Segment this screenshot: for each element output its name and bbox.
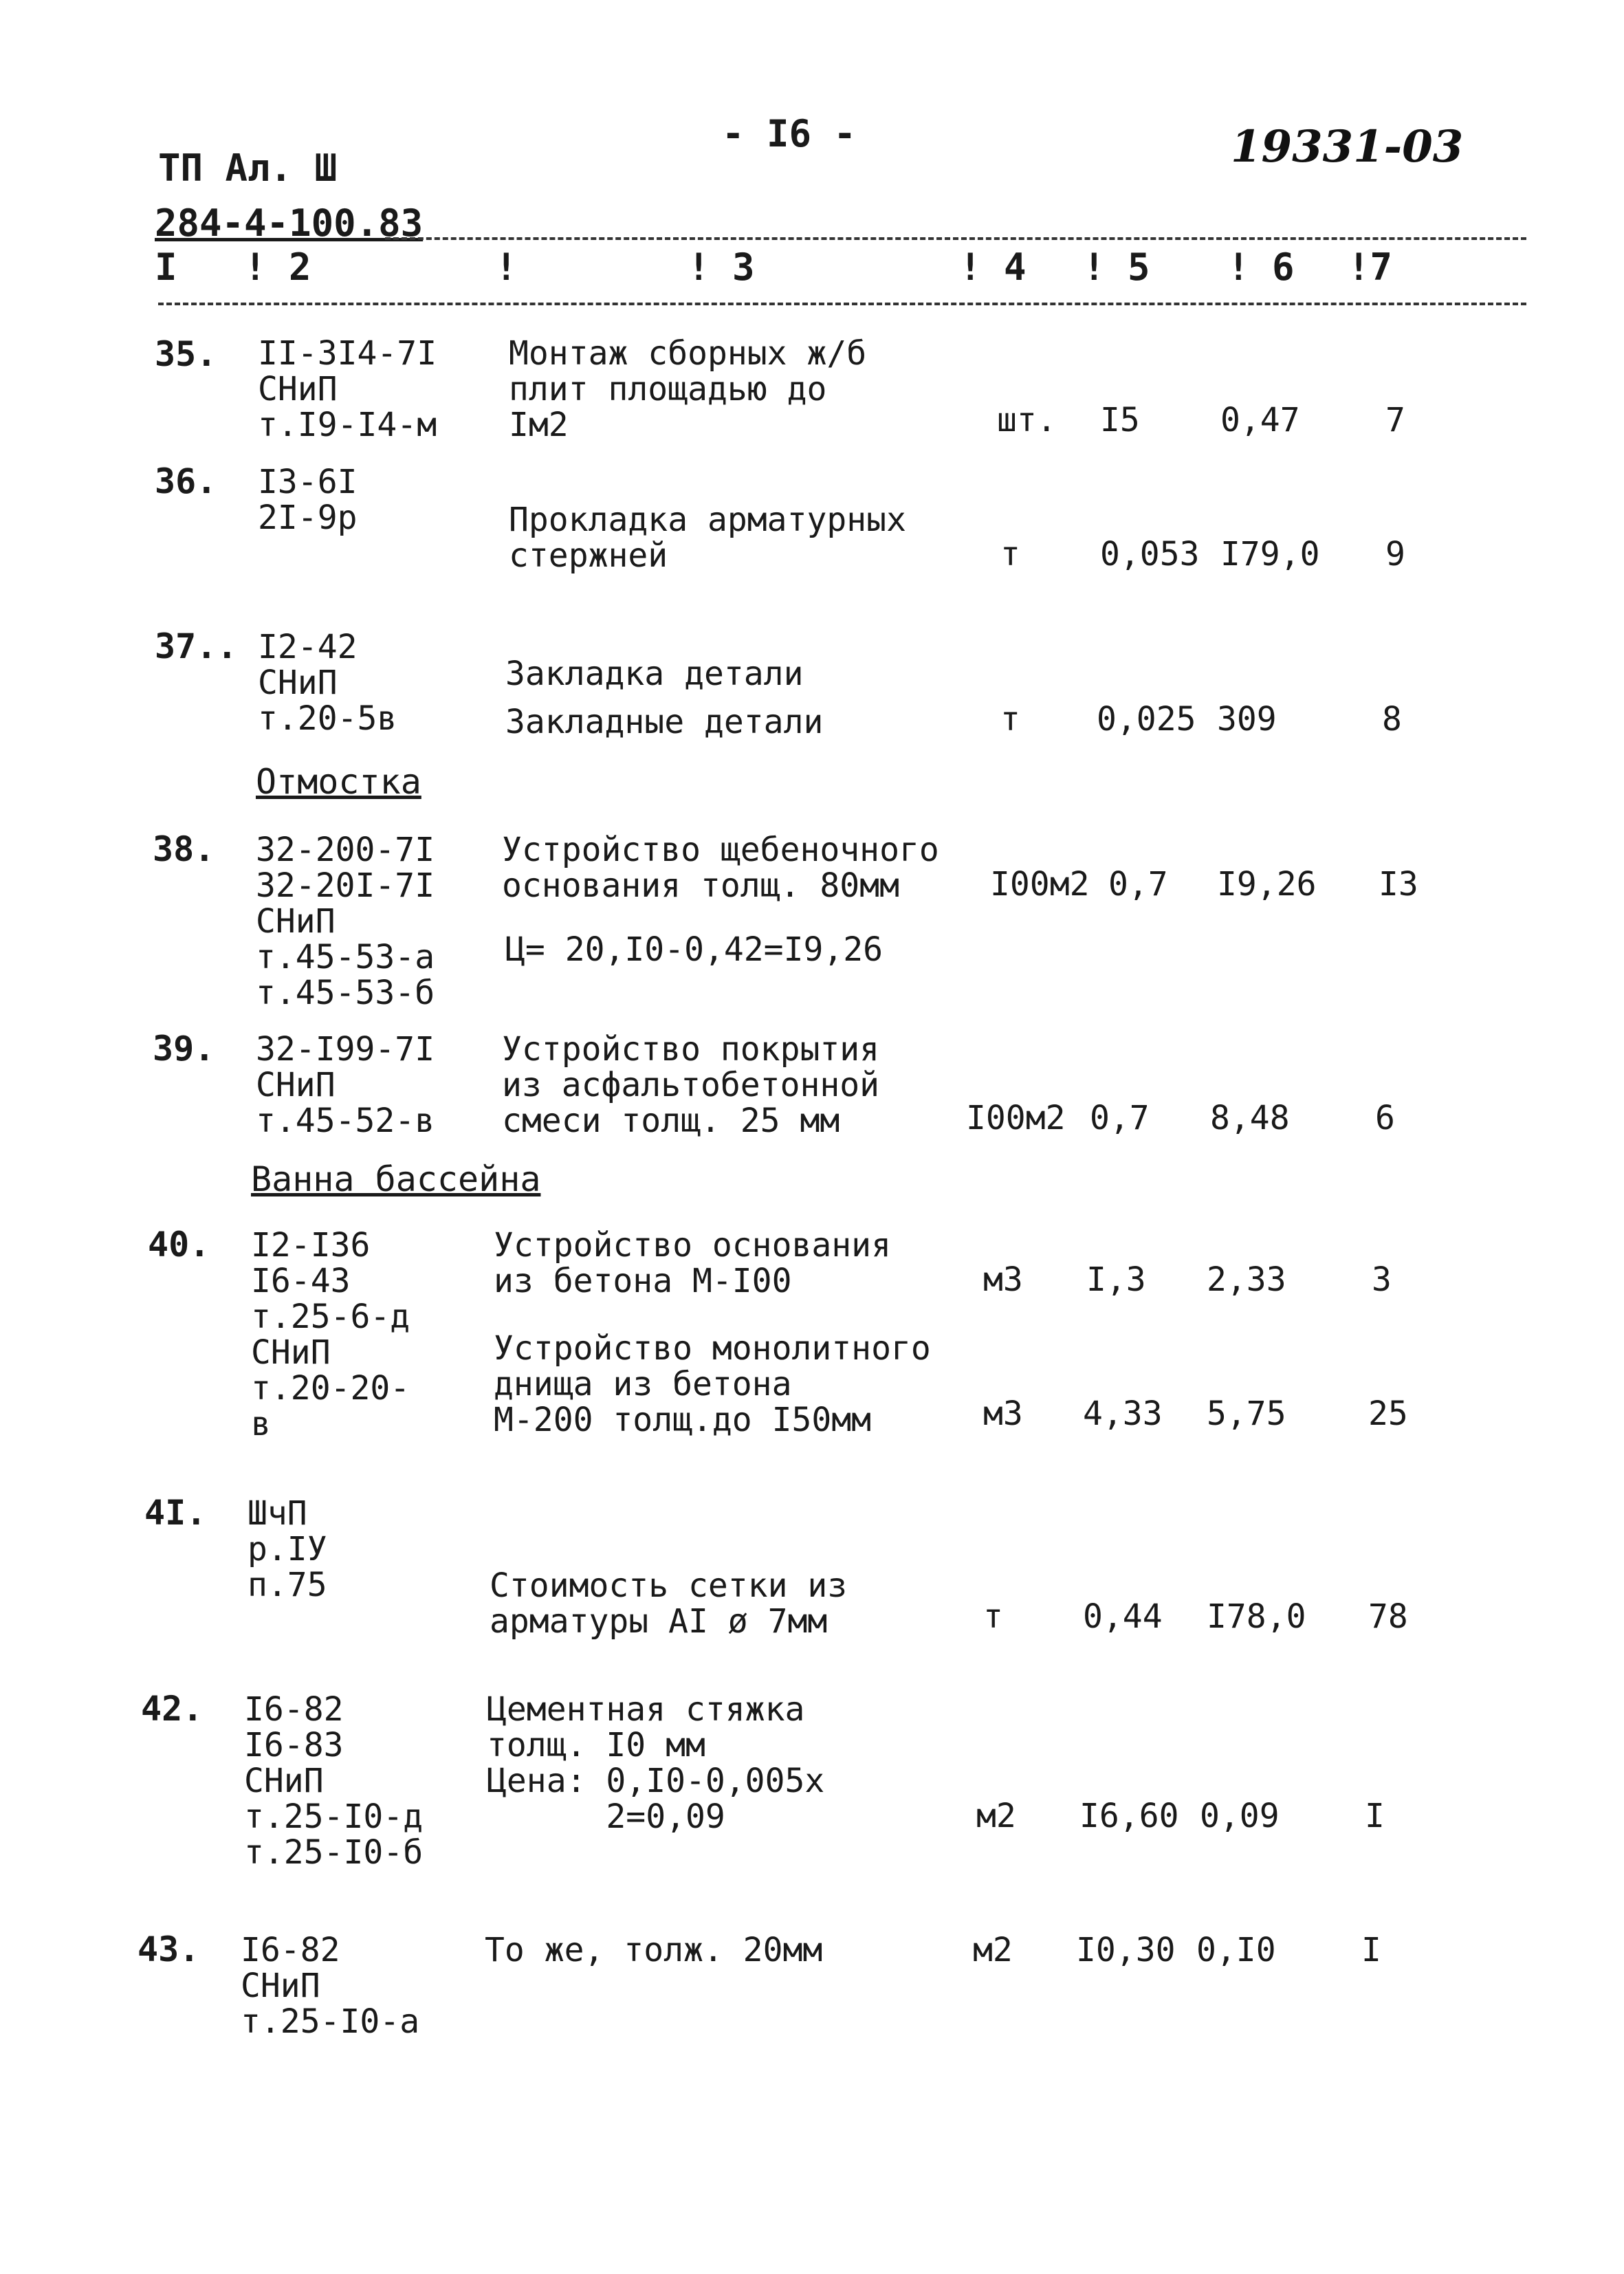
row-total: 3	[1372, 1260, 1392, 1299]
row-description: То же, толж. 20мм	[485, 1931, 823, 1969]
page-number: - I6 -	[722, 112, 857, 155]
row-total: 8	[1382, 700, 1402, 739]
row-total: 78	[1368, 1597, 1408, 1636]
row-code: I6-82 СНиП т.25-I0-а	[241, 1931, 420, 2041]
row-unit: т	[1000, 700, 1020, 739]
row-total: 6	[1375, 1099, 1395, 1137]
row-qty: I5	[1100, 401, 1140, 439]
row-code: ШчП р.IУ п.75	[248, 1494, 327, 1604]
row-price: 8,48	[1210, 1099, 1290, 1137]
row-price: I79,0	[1220, 535, 1320, 573]
row-price: 0,I0	[1196, 1931, 1276, 1969]
row-code: I3-6I 2I-9р	[258, 463, 358, 537]
row-code: I2-I36 I6-43 т.25-6-д СНиП т.20-20- в	[251, 1226, 410, 1443]
row-total: I	[1361, 1931, 1381, 1969]
row-price-second: 5,75	[1207, 1395, 1286, 1433]
row-description-second: Устройство монолитного днища из бетона М-200 толщ.до I50мм	[494, 1329, 931, 1439]
row-unit-second: м3	[983, 1395, 1023, 1433]
row-unit: шт.	[997, 401, 1057, 439]
row-qty: 0,7	[1090, 1099, 1150, 1137]
doc-series-label: ТП Ал. Ш	[158, 146, 338, 190]
row-price: 0,09	[1200, 1797, 1280, 1835]
row-description: Стоимость сетки из арматуры AI ø 7мм	[490, 1566, 848, 1641]
row-price: I9,26	[1217, 865, 1317, 904]
col-header-3-sep: !	[495, 245, 518, 289]
row-qty: 0,025	[1097, 700, 1196, 739]
col-header-7: !7	[1348, 245, 1393, 289]
row-description: Закладка детали Закладные детали	[505, 655, 824, 741]
row-total: 9	[1385, 535, 1405, 573]
row-qty: I6,60	[1079, 1797, 1179, 1835]
row-number: 42.	[141, 1689, 204, 1729]
col-header-3: ! 3	[688, 245, 755, 289]
section-heading-vanna: Ванна бассейна	[251, 1159, 541, 1199]
row-number: 4I.	[144, 1493, 207, 1533]
row-code: I6-82 I6-83 СНиП т.25-I0-д т.25-I0-б	[244, 1690, 424, 1872]
row-description: Цементная стяжка толщ. I0 мм Цена: 0,I0-0,005х 2=0,09	[487, 1690, 825, 1836]
row-total: 7	[1385, 401, 1405, 439]
row-unit: т	[983, 1597, 1003, 1636]
row-code: I2-42 СНиП т.20-5в	[258, 628, 397, 738]
col-header-4: ! 4	[959, 245, 1027, 289]
header-rule-top	[385, 237, 1526, 240]
row-total-second: 25	[1368, 1395, 1408, 1433]
row-qty: I0,30	[1076, 1931, 1176, 1969]
row-unit: м2	[973, 1931, 1013, 1969]
row-description: Устройство покрытия из асфальтобетонной смеси толщ. 25 мм	[502, 1030, 880, 1140]
row-unit: I00м2	[966, 1099, 1066, 1137]
row-code: 32-I99-7I СНиП т.45-52-в	[256, 1030, 435, 1140]
row-qty: I,3	[1086, 1260, 1146, 1299]
row-unit: м2	[976, 1797, 1016, 1835]
row-unit: I00м2	[990, 865, 1090, 904]
row-number: 39.	[153, 1029, 215, 1069]
row-total: I	[1365, 1797, 1385, 1835]
row-total: I3	[1379, 865, 1418, 904]
row-number: 35.	[155, 334, 217, 374]
row-description: Прокладка арматурных стержней	[509, 501, 906, 575]
col-header-6: ! 6	[1227, 245, 1295, 289]
row-code: 32-200-7I 32-20I-7I СНиП т.45-53-а т.45-53-б	[256, 831, 435, 1012]
col-header-1: I	[155, 245, 177, 289]
row-unit: м3	[983, 1260, 1023, 1299]
col-header-2: ! 2	[244, 245, 311, 289]
doc-code: 284-4-100.83	[155, 201, 424, 245]
row-price: I78,0	[1207, 1597, 1306, 1636]
row-description: Устройство основания из бетона М-I00	[494, 1226, 891, 1300]
row-number: 36.	[155, 461, 217, 501]
row-number: 43.	[138, 1929, 200, 1969]
row-qty-second: 4,33	[1083, 1395, 1163, 1433]
row-qty: 0,053	[1100, 535, 1200, 573]
row-price: 2,33	[1207, 1260, 1286, 1299]
row-price: 0,47	[1220, 401, 1300, 439]
row-price-calc: Ц= 20,I0-0,42=I9,26	[505, 930, 884, 969]
row-description: Монтаж сборных ж/б плит площадью до Iм2	[509, 334, 867, 444]
handwritten-code: 19331-03	[1231, 121, 1464, 173]
row-number: 40.	[148, 1225, 210, 1265]
row-description: Устройство щебеночного основания толщ. 80мм	[502, 831, 939, 905]
row-price: 309	[1217, 700, 1277, 739]
section-heading-otmostka: Отмостка	[256, 762, 421, 802]
row-unit: т	[1000, 535, 1020, 573]
header-rule-bottom	[158, 303, 1526, 305]
row-qty: 0,7	[1108, 865, 1168, 904]
row-number: 37..	[155, 626, 238, 666]
col-header-5: ! 5	[1083, 245, 1150, 289]
row-qty: 0,44	[1083, 1597, 1163, 1636]
row-code: II-3I4-7I СНиП т.I9-I4-м	[258, 334, 437, 444]
row-number: 38.	[153, 829, 215, 869]
